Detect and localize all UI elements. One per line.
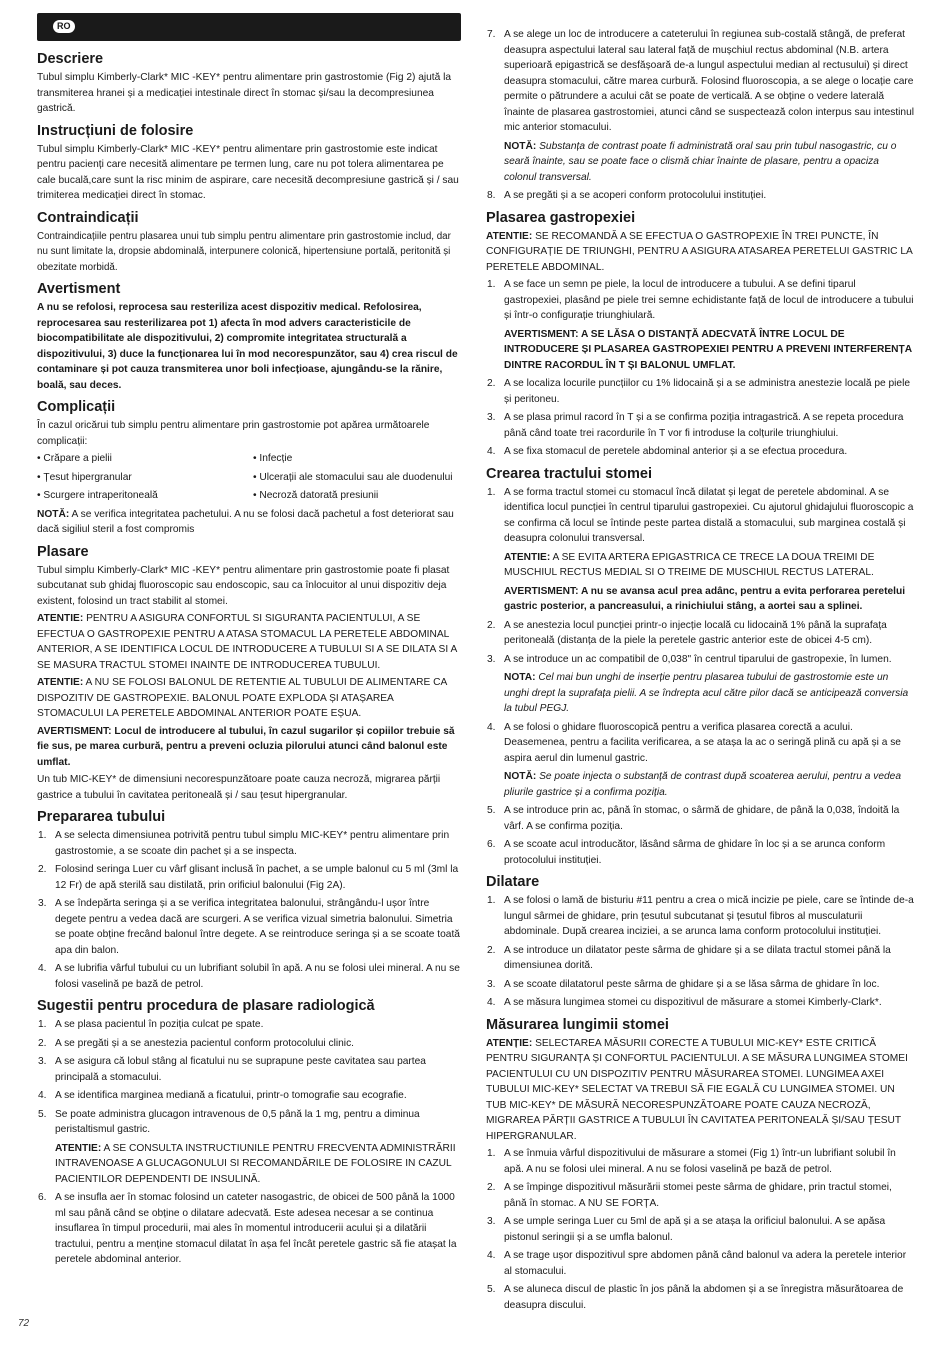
gastropexie-heading: Plasarea gastropexiei (486, 209, 636, 226)
note-3: NOTA: Cel mai bun unghi de inserție pentru plasarea tubului de gastrostomie este un unghi drept la suprafața pielii. A se îndrepta acul către pilor dacă se anticipează conversia la tubul PEGJ. (504, 672, 909, 714)
list-item: 4. A se identifica marginea mediană a ficatului, printr-o tomografie sau ecografie. (38, 1090, 407, 1101)
preparare-list (37, 828, 461, 992)
complicatii-item: • Țesut hipergranular (37, 470, 253, 486)
list-item: 8. A se pregăti și a se acoperi conform protocolului instituției. (487, 190, 767, 201)
note-text: A se verifica integritatea pachetului. A nu se folosi dacă pachetul a fost deteriorat sau dacă sigiliul steril a fost compromis (37, 508, 454, 535)
list-item: 4. A se trage ușor dispozitivul spre abdomen până când balonul va adera la peretele interior al stomacului. (487, 1250, 907, 1277)
tract-list (486, 485, 914, 869)
plasare-p2: Un tub MIC-KEY* de dimensiuni necorespunzătoare poate cauza necroză, migrarea părții gastrice a tubului în cavitatea peritoneală și / sau țesut hipergranular. (37, 774, 441, 801)
list-item: 1. A se înmuia vârful dispozitivului de măsurare a stomei (Fig 1) într-un lubrifiant solubil în apă. A nu se folosi ulei mineral. A nu se folosi vaselină pe bază de petrol. (487, 1148, 896, 1175)
note-label: NOTĂ: (37, 508, 70, 520)
list-item: 2. A se introduce un dilatator peste sârma de ghidare și a se dilata tractul stomei până la dimensiunea dorită. (487, 944, 891, 971)
atentie-label: ATENTIE: (37, 613, 84, 624)
instructiuni-heading: Instrucțiuni de folosire (37, 122, 194, 139)
gastropexie-avertisment: AVERTISMENT: A SE LĂSA O DISTANȚĂ ADECVATĂ ÎNTRE LOCUL DE INTRODUCERE ȘI PLASAREA GASTROPEXIEI PENTRU A PREVENI INTERFERENȚA DINTRE RACORDUL ÎN T ȘI BALONUL UMFLAT. (504, 328, 912, 371)
list-item: 5. Se poate administra glucagon intravenous de 0,5 până la 1 mg, pentru a diminua peristaltismul gastric. (38, 1108, 420, 1135)
sugestii-atentie: ATENTIE: A SE CONSULTA INSTRUCTIUNILE PENTRU FRECVENTA ADMINISTRĂRII INTRAVENOASE A GLUCAGONULUI SI RECOMANDĂRILE DE FOLOSIRE IN CAZUL PACIENTILOR DEPENDENTI DE INSULINĂ. (55, 1142, 456, 1185)
complicatii-intro: În cazul oricărui tub simplu pentru alimentare prin gastrostomie pot apărea următoarele complicații: (37, 420, 430, 447)
instructiuni-text: Tubul simplu Kimberly-Clark* MIC -KEY* pentru alimentare prin gastrostomie este indicat pentru pacienți care necesită alimentare pe termen lung, care nu pot tolera alimentarea pe cale bucală,care sunt la risc minim de aspirare, care necesită decompresiune gastrică și / sau trimiterea medicației direct în stomac. (37, 143, 459, 201)
avertisment-text: Locul de introducere al tubului, în cazul sugarilor și copiilor trebuie să fie sus, pe marea curbură, pentru a preveni ocluzia pilorului atunci când balonul este umflat. (37, 725, 455, 768)
tract-avertisment: AVERTISMENT: A nu se avansa acul prea adânc, pentru a evita perforarea peretelui gastric posterior, a pancreasului, a rinichiului stâng, a aortei sau a splinei. (504, 585, 906, 612)
list-item: 2. A se anestezia locul puncției printr-o injecție locală cu lidocaină 1% până la suprafața peritoneală (distanța de la piele la peretele gastric anterior este de obicei 4-5 cm). (487, 619, 887, 646)
page-number: 72 (18, 1318, 30, 1329)
gastropexie-list (486, 277, 914, 460)
note-4: NOTĂ: Se poate injecta o substanță de contrast după scoaterea aerului, pentru a vedea pliurile gastrice și a confirma poziția. (504, 771, 902, 798)
sugestii-heading: Sugestii pentru procedura de plasare radiologică (37, 998, 375, 1014)
list-item: 4. A se folosi o ghidare fluoroscopică pentru a verifica plasarea corectă a acului. Deasemenea, pentru a facilita verificarea, a se atașa la ac o seringă plină cu apă și a se aspira aerul din lumenul gastric. (487, 721, 901, 764)
list-item: 5. A se introduce prin ac, până în stomac, o sârmă de ghidare, de până la 0,038, îndoită la vârf. A se confirma poziția. (487, 805, 900, 832)
atentie-text: PENTRU A ASIGURA CONFORTUL SI SIGURANTA PACIENTULUI, A SE EFECTUA O GASTROPEXIE PENTRU A ATASA STOMACUL LA PERETELE ABDOMINAL ANTERIOR, A SE IDENTIFICA LOCUL DE INTRODUCERE A TUBULUI SI A SE DILATA SI A SE MASURA TRACTUL STOMEI INAINTE DE INTRODUCEREA TUBULUI. (37, 613, 457, 671)
complicatii-item: • Necroză datorată presiunii (253, 488, 461, 504)
list-item: 3. A se îndepărta seringa și a se verifica integritatea balonului, strângându-l ușor între degete pentru a vedea dacă are scurgeri. A se verifica vizual simetria balonului. Simetria se poate obține frecând balonul între degete. A se reintroduce seringa și a se scoate toată apa din balon. (38, 898, 460, 956)
left-column (37, 45, 461, 1271)
list-item: 1. A se selecta dimensiunea potrivită pentru tubul simplu MIC-KEY* pentru alimentare prin gastrostomie, a se scoate din pachet și a se inspecta. (38, 830, 450, 857)
masurare-atentie: ATENȚIE: SELECTAREA MĂSURII CORECTE A TUBULUI MIC-KEY* ESTE CRITICĂ PENTRU SIGURANȚA ȘI CONFORTUL PACIENTULUI. A SE MĂSURA LUNGIMEA STOMEI PACIENTULUI CU UN DISPOZITIV PENTRU MĂSURAREA STOMEI. LUNGIMEA AXEI TUBULUI MIC-KEY* SELECTAT VA TREBUI SĂ FIE EGALĂ CU LUNGIMEA STOMEI. UN TUB MIC-KEY* DE MĂSURĂ NECORESPUNZĂTOARE POATE CAUZA NECROZĂ, MIGRAREA PĂRȚII GASTRICE A TUBULUI ÎN CAVITATEA PERITONEALĂ ȘI/SAU ȚESUT HIPERGRANULAR. (486, 1037, 908, 1142)
language-badge: RO (53, 20, 75, 33)
list-item: 3. A se asigura că lobul stâng al ficatului nu se suprapune peste cavitatea sau partea principală a stomacului. (38, 1056, 426, 1083)
gastropexie-atentie: ATENTIE: SE RECOMANDĂ A SE EFECTUA O GASTROPEXIE ÎN TREI PUNCTE, ÎN CONFIGURAȚIE DE TRIUNGHI, PENTRU A ASIGURA ATASAREA PERETELUI GASTRIC LA PERETELE ABDOMINAL. (486, 230, 913, 273)
dilatare-heading: Dilatare (486, 874, 540, 890)
atentie-text: A NU SE FOLOSI BALONUL DE RETENTIE AL TUBULUI DE ALIMENTARE CA DISPOZITIV DE GASTROPEXIE. BALONUL POATE EXPLODA ȘI ATAȘAREA STOMACULUI LA PERETELE ABDOMINAL ANTERIOR POATE EȘUA. (37, 677, 447, 719)
complicatii-item: • Scurgere intraperitoneală (37, 488, 253, 504)
list-item: 1. A se folosi o lamă de bisturiu #11 pentru a crea o mică incizie pe piele, care se întinde de-a lungul sârmei de ghidare, prin țesutul subcutanat și țesutul fibros al musculaturii abdominale. După crearea inciziei, a se arunca lama conform protocolului instituției. (487, 895, 914, 937)
complicatii-heading: Complicații (37, 399, 116, 415)
plasare-heading: Plasare (37, 543, 89, 560)
complicatii-item: • Ulcerații ale stomacului sau ale duodenului (253, 470, 461, 486)
plasare-avertisment (37, 724, 461, 771)
list-item: 1. A se plasa pacientul în poziția culcat pe spate. (38, 1019, 264, 1030)
descriere-text: Tubul simplu Kimberly-Clark* MIC -KEY* pentru alimentare prin gastrostomie (Fig 2) ajută la transmiterea hranei și a medicației intestinale direct în stomac și/sau la decompresiunea gastrică. (37, 72, 452, 114)
complicatii-item: • Crăpare a pielii (37, 451, 253, 467)
descriere-heading: Descriere (37, 51, 104, 67)
list-item: 4. A se măsura lungimea stomei cu dispozitivul de măsurare a stomei Kimberly-Clark*. (487, 997, 882, 1008)
right-column (486, 27, 914, 1316)
preparare-heading: Prepararea tubului (37, 809, 166, 825)
list-item: 4. A se lubrifia vârful tubului cu un lubrifiant solubil în apă. A nu se folosi ulei mineral. A nu se folosi vaselină pe bază de petrol. (38, 963, 460, 990)
masurare-list (486, 1146, 914, 1313)
list-item: 4. A se fixa stomacul de peretele abdominal anterior și a se efectua procedura. (487, 446, 848, 457)
list-item: 2. Folosind seringa Luer cu vârf glisant inclusă în pachet, a se umple balonul cu 5 ml (3ml la 12 Fr) de apă sterilă sau distilată, prin orificiul balonului (Fig 2A). (38, 864, 459, 891)
contraindicatii-text: Contraindicațiile pentru plasarea unui tub simplu pentru alimentare prin gastrostomie includ, dar nu sunt limitate la, dropsie abdominală, interpunere colonică, hipertensiune portală, peritonită și obezitate morbidă. (37, 230, 451, 273)
avertisment-label: AVERTISMENT: (37, 725, 112, 737)
right-top-list (486, 27, 914, 204)
contraindicatii-heading: Contraindicații (37, 209, 139, 226)
list-item: 3. A se plasa primul racord în T și a se confirma poziția intragastrică. A se repeta procedura până când toate trei racordurile în T vor fi introduse la colțurile triunghiului. (487, 412, 904, 439)
list-item: 3. A se scoate dilatatorul peste sârma de ghidare și a se lăsa sârma de ghidare în loc. (487, 978, 880, 990)
complicatii-note (37, 507, 461, 538)
atentie-label: ATENTIE: (37, 677, 84, 688)
list-item: 3. A se introduce un ac compatibil de 0,038" în centrul tiparului de gastropexie, în lumen. (487, 653, 892, 665)
plasare-atentie-2 (37, 675, 461, 722)
note-7: NOTĂ: Substanța de contrast poate fi administrată oral sau prin tubul nasogastric, cu o seară înainte, sau se poate face o clismă chiar înainte de plasare, pentru a opaciza colonul transversal. (504, 140, 897, 183)
avertisment-heading: Avertisment (37, 281, 121, 297)
list-item: 1. A se face un semn pe piele, la locul de introducere a tubului. A se defini tiparul gastropexiei, plasând pe piele trei semne echidistante față de locul de introducere a tubului și într-o configurație triunghiulară. (487, 279, 914, 321)
tract-heading: Crearea tractului stomei (486, 465, 653, 482)
list-item: 7. A se alege un loc de introducere a cateterului în regiunea sub-costală stângă, de preferat deasupra aspectului lateral sau lateral față de mușchiul rectus abdominal (N.B. artera superioară epigastrică se desfășoară de-a lungul aspectului median al rectusului) și direct deasupra stomacului, către marea curbură. Folosind fluoroscopia, a se alege o locație care permite o pătrundere a acului cât se poate de verticală. A se obține o vedere laterală înainte de plasarea gastrostomiei, atunci când se suspectează colon interpus sau intestinul mic anterior stomacului. (487, 29, 915, 133)
list-item: 2. A se împinge dispozitivul măsurării stomei peste sârma de ghidare, prin tractul stomei, până în stomac. A NU SE FORȚA. (487, 1182, 892, 1209)
complicatii-list (37, 451, 461, 504)
list-item: 3. A se umple seringa Luer cu 5ml de apă și a se atașa la orificiul balonului. A se apăsa pistonul seringii și a se umfla balonul. (487, 1216, 886, 1243)
plasare-p1: Tubul simplu Kimberly-Clark* MIC -KEY* pentru alimentare prin gastrostomie poate fi plasat subcutanat sub ghidaj fluoroscopic sau endoscopic, sau ca înlocuitor al unui dispozitiv deja existent, folosind un tract stabilit al stomei. (37, 564, 450, 607)
tract-atentie: ATENTIE: A SE EVITA ARTERA EPIGASTRICA CE TRECE LA DOUA TREIMI DE MUSCHIUL RECTUS MEDIAL SI O TREIME DE MUSCHIUL RECTUS LATERAL. (504, 551, 875, 578)
avertisment-text: A nu se refolosi, reprocesa sau resteriliza acest dispozitiv medical. Refolosirea, reprocesarea sau resterilizarea pot 1) afecta în mod advers caracteristicile de biocompatibilitate ale dispozitivului, 2) compromite integritatea structurală a dispozitivului, 3) duce la funcționarea lui în mod necorespunzător, sau 4) crea riscul de contaminare și pot cauza transmiterea unor boli infecțioase, ajungându-se la rănire, boală, sau deces. (37, 302, 458, 391)
masurare-heading: Măsurarea lungimii stomei (486, 1016, 669, 1033)
list-item: 2. A se pregăti și a se anestezia pacientul conform protocolului clinic. (38, 1037, 354, 1049)
list-item: 5. A se aluneca discul de plastic în jos până la abdomen și a se înregistra măsurătoarea de deasupra discului. (487, 1284, 904, 1311)
list-item: 6. A se insufla aer în stomac folosind un cateter nasogastric, de obicei de 500 până la 1000 ml sau până când se obține o dilatare adecvată. Este adesea necesar a se continua insuflarea în timpul procedurii, mai ales în momentul introducerii acului și a dilatării tractului, pentru a menține stomacul dilatat în așa fel încât peretele gastric să fie atașat la peretele abdominal anterior. (38, 1192, 457, 1265)
language-header-bar (37, 13, 461, 41)
plasare-atentie-1 (37, 611, 461, 673)
list-item: 1. A se forma tractul stomei cu stomacul încă dilatat și legat de peretele abdominal. A se identifica locul puncției în centrul tiparului gastropexiei. Cu ajutorul ghidajului fluoroscopic a se confirma că locul se întinde peste partea distală a stomacului, sub marginea costală și deasupra colonului transversal. (487, 486, 914, 544)
sugestii-list (37, 1017, 461, 1268)
list-item: 2. A se localiza locurile puncțiilor cu 1% lidocaină și a se administra anestezie locală pe piele și peritoneu. (487, 378, 911, 405)
list-item: 6. A se scoate acul introducător, lăsând sârma de ghidare în loc și a se arunca conform protocolului instituției. (487, 839, 886, 866)
dilatare-list (486, 893, 914, 1011)
complicatii-item: • Infecție (253, 451, 461, 467)
